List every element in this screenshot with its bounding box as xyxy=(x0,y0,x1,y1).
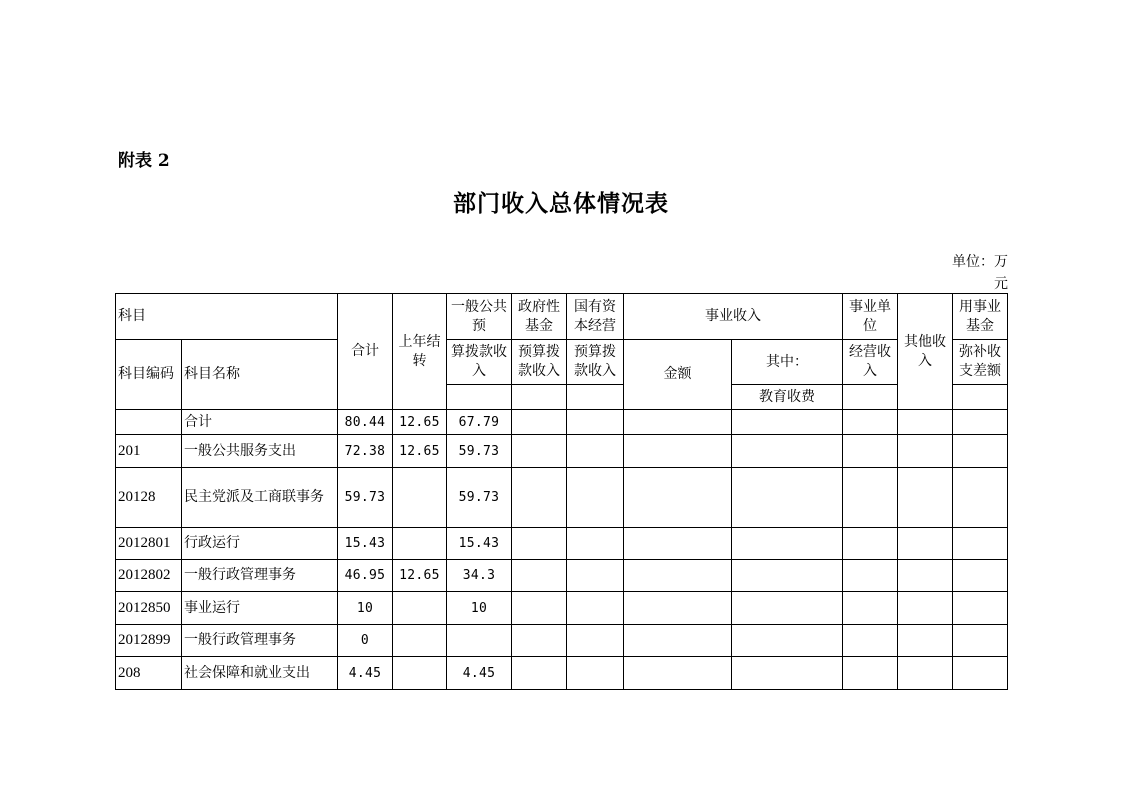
empty-cell xyxy=(843,385,898,410)
header-state-capital-bottom: 预算拨款收入 xyxy=(567,340,624,385)
empty-cell xyxy=(567,560,624,592)
header-state-capital-top: 国有资本经营 xyxy=(567,294,624,340)
row-general-budget: 59.73 xyxy=(447,468,512,528)
row-carryover xyxy=(393,625,447,657)
table-row xyxy=(116,560,1008,592)
row-general-budget: 59.73 xyxy=(447,435,512,468)
empty-cell xyxy=(898,625,953,657)
row-name: 社会保障和就业支出 xyxy=(182,657,338,690)
empty-cell xyxy=(843,528,898,560)
table-row xyxy=(116,625,1008,657)
empty-cell xyxy=(567,657,624,690)
empty-cell xyxy=(898,435,953,468)
empty-cell xyxy=(732,528,843,560)
header-gov-fund-top: 政府性基金 xyxy=(512,294,567,340)
row-carryover xyxy=(393,468,447,528)
empty-cell xyxy=(512,592,567,625)
empty-cell xyxy=(953,560,1008,592)
table-row xyxy=(116,528,1008,560)
empty-cell xyxy=(512,657,567,690)
row-name: 一般行政管理事务 xyxy=(182,625,338,657)
empty-cell xyxy=(732,657,843,690)
row-total: 72.38 xyxy=(338,435,393,468)
empty-cell xyxy=(567,592,624,625)
row-total: 15.43 xyxy=(338,528,393,560)
row-code: 2012850 xyxy=(116,592,182,625)
row-code xyxy=(116,410,182,435)
empty-cell xyxy=(843,657,898,690)
empty-cell xyxy=(567,410,624,435)
empty-cell xyxy=(953,657,1008,690)
header-gov-fund-bottom: 预算拨款收入 xyxy=(512,340,567,385)
empty-cell xyxy=(898,410,953,435)
table-row xyxy=(116,410,1008,435)
empty-cell xyxy=(843,592,898,625)
header-subject: 科目 xyxy=(116,294,338,340)
row-code: 208 xyxy=(116,657,182,690)
empty-cell xyxy=(732,435,843,468)
empty-cell xyxy=(624,592,732,625)
table-row xyxy=(116,468,1008,528)
empty-cell xyxy=(447,385,512,410)
row-total: 0 xyxy=(338,625,393,657)
header-business-income: 事业收入 xyxy=(624,294,843,340)
empty-cell xyxy=(953,385,1008,410)
row-total: 46.95 xyxy=(338,560,393,592)
row-total: 10 xyxy=(338,592,393,625)
empty-cell xyxy=(567,385,624,410)
page-title: 部门收入总体情况表 xyxy=(453,190,669,217)
row-code: 2012802 xyxy=(116,560,182,592)
empty-cell xyxy=(624,560,732,592)
row-code: 2012899 xyxy=(116,625,182,657)
empty-cell xyxy=(567,625,624,657)
empty-cell xyxy=(843,468,898,528)
empty-cell xyxy=(953,592,1008,625)
row-code: 2012801 xyxy=(116,528,182,560)
empty-cell xyxy=(512,385,567,410)
unit-label: 单位：万元 xyxy=(952,254,1008,292)
row-name: 一般公共服务支出 xyxy=(182,435,338,468)
row-name: 民主党派及工商联事务 xyxy=(182,468,338,528)
empty-cell xyxy=(512,560,567,592)
empty-cell xyxy=(898,592,953,625)
row-name: 一般行政管理事务 xyxy=(182,560,338,592)
table-row xyxy=(116,657,1008,690)
row-total: 80.44 xyxy=(338,410,393,435)
row-name: 行政运行 xyxy=(182,528,338,560)
empty-cell xyxy=(732,625,843,657)
header-unit-operating-top: 事业单位 xyxy=(843,294,898,340)
header-business-fund-top: 用事业基金 xyxy=(953,294,1008,340)
empty-cell xyxy=(732,468,843,528)
empty-cell xyxy=(898,468,953,528)
empty-cell xyxy=(732,560,843,592)
header-carryover: 上年结转 xyxy=(393,294,447,410)
empty-cell xyxy=(624,528,732,560)
row-general-budget xyxy=(447,625,512,657)
row-carryover xyxy=(393,592,447,625)
empty-cell xyxy=(953,528,1008,560)
empty-cell xyxy=(953,435,1008,468)
header-subject-name: 科目名称 xyxy=(182,340,338,410)
empty-cell xyxy=(512,410,567,435)
header-business-fund-bottom: 弥补收支差额 xyxy=(953,340,1008,385)
empty-cell xyxy=(512,435,567,468)
empty-cell xyxy=(624,625,732,657)
empty-cell xyxy=(953,410,1008,435)
empty-cell xyxy=(843,560,898,592)
empty-cell xyxy=(732,592,843,625)
empty-cell xyxy=(624,468,732,528)
row-name: 合计 xyxy=(182,410,338,435)
header-business-amount: 金额 xyxy=(624,340,732,410)
table-row xyxy=(116,592,1008,625)
empty-cell xyxy=(898,560,953,592)
empty-cell xyxy=(567,435,624,468)
empty-cell xyxy=(898,657,953,690)
empty-cell xyxy=(624,410,732,435)
row-general-budget: 4.45 xyxy=(447,657,512,690)
row-carryover xyxy=(393,528,447,560)
row-carryover: 12.65 xyxy=(393,560,447,592)
header-general-budget-bottom: 算拨款收入 xyxy=(447,340,512,385)
table-row xyxy=(116,435,1008,468)
empty-cell xyxy=(512,468,567,528)
row-name: 事业运行 xyxy=(182,592,338,625)
empty-cell xyxy=(512,528,567,560)
empty-cell xyxy=(843,435,898,468)
row-carryover: 12.65 xyxy=(393,410,447,435)
header-education-fees: 教育收费 xyxy=(732,385,843,410)
income-table xyxy=(115,293,1008,690)
empty-cell xyxy=(732,410,843,435)
empty-cell xyxy=(953,468,1008,528)
row-total: 4.45 xyxy=(338,657,393,690)
row-code: 201 xyxy=(116,435,182,468)
header-other-income: 其他收入 xyxy=(898,294,953,410)
header-total: 合计 xyxy=(338,294,393,410)
empty-cell xyxy=(843,410,898,435)
row-carryover: 12.65 xyxy=(393,435,447,468)
row-general-budget: 67.79 xyxy=(447,410,512,435)
row-code: 20128 xyxy=(116,468,182,528)
row-general-budget: 34.3 xyxy=(447,560,512,592)
row-carryover xyxy=(393,657,447,690)
header-general-budget-top: 一般公共预 xyxy=(447,294,512,340)
empty-cell xyxy=(512,625,567,657)
empty-cell xyxy=(567,528,624,560)
empty-cell xyxy=(624,435,732,468)
header-business-among: 其中： xyxy=(732,340,843,385)
header-subject-code: 科目编码 xyxy=(116,340,182,410)
row-general-budget: 10 xyxy=(447,592,512,625)
empty-cell xyxy=(567,468,624,528)
empty-cell xyxy=(624,657,732,690)
header-unit-operating-bottom: 经营收入 xyxy=(843,340,898,385)
row-general-budget: 15.43 xyxy=(447,528,512,560)
appendix-caption: 附表 2 xyxy=(118,151,170,171)
empty-cell xyxy=(898,528,953,560)
empty-cell xyxy=(843,625,898,657)
row-total: 59.73 xyxy=(338,468,393,528)
empty-cell xyxy=(953,625,1008,657)
